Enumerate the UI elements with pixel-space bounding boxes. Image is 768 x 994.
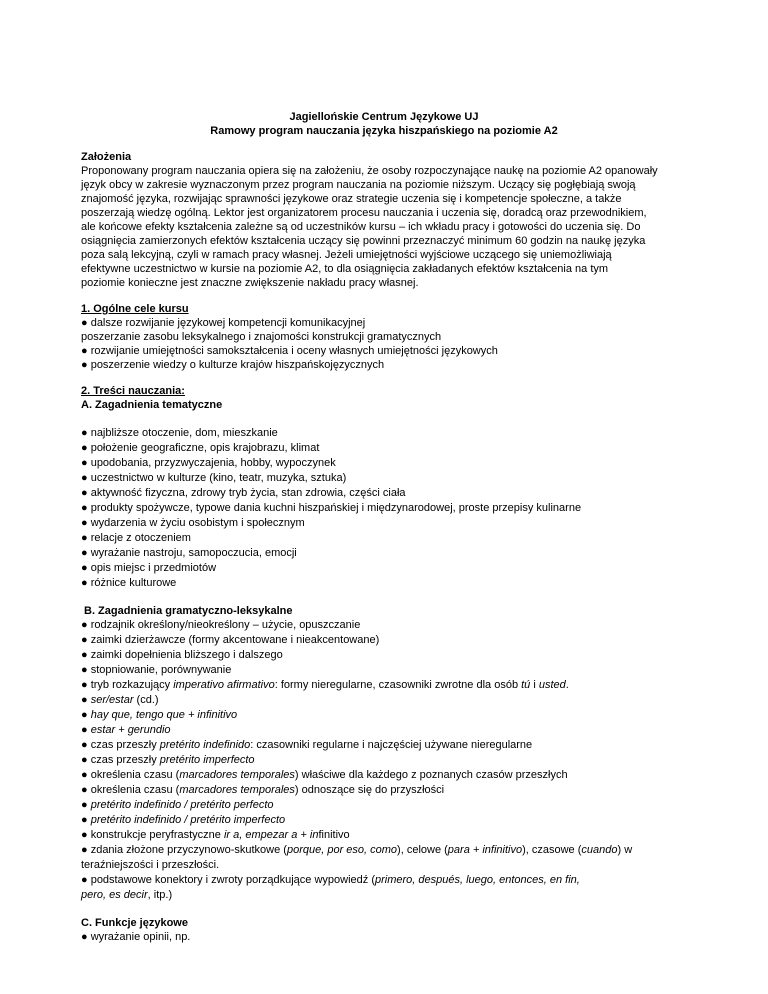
item-term: cuando (581, 844, 618, 856)
list-item: ● uczestnictwo w kulturze (kino, teatr, muzyka, sztuka) (81, 472, 347, 484)
item-text: finitivo (318, 829, 350, 841)
item-term: tú (521, 679, 531, 691)
item-term: imperativo afirmativo (173, 679, 275, 691)
list-item (81, 813, 285, 827)
item-text: ● konstrukcje peryfrastyczne (81, 829, 224, 841)
item-text: ), celowe ( (397, 844, 448, 856)
item-term: ser/estar (90, 694, 134, 706)
list-item (81, 843, 632, 857)
item-text: ● określenia czasu ( (81, 769, 180, 781)
list-item-continuation (81, 858, 219, 872)
item-term: pero, es decir (81, 889, 148, 901)
item-text: ) właściwe dla każdego z poznanych czasów przeszłych (294, 769, 568, 781)
item-text: ● zdania złożone przyczynowo-skutkowe ( (81, 844, 287, 856)
item-text: i (530, 679, 539, 691)
item-text: ● tryb rozkazujący (81, 679, 174, 691)
item-text: ● stopniowanie, porównywanie (81, 664, 232, 676)
list-item (81, 873, 580, 887)
list-item: ● różnice kulturowe (81, 577, 177, 589)
item-text: ● rodzajnik określony/nieokreślony – użycie, opuszczanie (81, 619, 361, 631)
item-text: ) odnoszące się do przyszłości (294, 784, 445, 796)
item-text: ● podstawowe konektory i zwroty porządkujące wypowiedź ( (81, 874, 375, 886)
item-term: pretérito indefinido (159, 739, 251, 751)
item-text: ● czas przeszły (81, 739, 160, 751)
item-text: ● zaimki dopełnienia bliższego i dalszego (81, 649, 283, 661)
list-item-continuation (81, 888, 172, 902)
item-text: ● (81, 724, 91, 736)
list-item: ● poszerzenie wiedzy o kulturze krajów hiszpańskojęzycznych (81, 359, 385, 371)
item-term: estar + gerundio (90, 724, 171, 736)
item-term: ir a, empezar a + in (223, 829, 319, 841)
list-item (81, 768, 568, 782)
item-text: teraźniejszości i przeszłości. (81, 859, 220, 871)
list-item: ● położenie geograficzne, opis krajobrazu, klimat (81, 442, 320, 454)
list-item: ● upodobania, przyzwyczajenia, hobby, wypoczynek (81, 457, 336, 469)
section-heading-tresci: 2. Treści nauczania: (81, 385, 185, 397)
paragraph-line: poziomie konieczne jest znaczne zwiększenie nakładu pracy własnej. (81, 277, 419, 289)
item-term: usted (538, 679, 566, 691)
paragraph-line: Proponowany program nauczania opiera się na założeniu, że osoby rozpoczynające naukę na poziomie A2 opanowały (81, 165, 658, 177)
list-item: ● produkty spożywcze, typowe dania kuchni hiszpańskiej i międzynarodowej, proste przepisy kulinarne (81, 502, 582, 514)
list-item (81, 663, 231, 677)
item-text: ● (81, 694, 91, 706)
item-text: : formy nieregularne, czasowniki zwrotne dla osób (274, 679, 522, 691)
list-item (81, 618, 360, 632)
list-item (81, 723, 171, 737)
list-item (81, 783, 444, 797)
institution-title: Jagiellońskie Centrum Językowe UJ (289, 111, 479, 123)
list-item (81, 828, 350, 842)
paragraph-line: osiągnięcia zamierzonych efektów kształcenia uczący się powinni przeznaczyć minimum 60 godzin na naukę języka (81, 235, 646, 247)
list-item: ● wyrażanie opinii, np. (81, 931, 191, 943)
list-item (81, 708, 237, 722)
item-text: ), czasowe ( (522, 844, 582, 856)
item-term: primero, después, luego, entonces, en fin, (375, 874, 580, 886)
section-heading-cele: 1. Ogólne cele kursu (81, 303, 189, 315)
list-item: ● rozwijanie umiejętności samokształcenia i oceny własnych umiejętności językowych (81, 345, 498, 357)
list-item: ● relacje z otoczeniem (81, 532, 191, 544)
list-item: ● aktywność fizyczna, zdrowy tryb życia, stan zdrowia, części ciała (81, 487, 406, 499)
list-item: ● wyrażanie nastroju, samopoczucia, emocji (81, 547, 297, 559)
subsection-heading-funkcje: C. Funkcje językowe (81, 917, 188, 929)
paragraph-line: poza salą lekcyjną, czyli w ramach pracy własnej. Jeżeli umiejętności wyjściowe uczącego się uniemożliwiają (81, 249, 612, 261)
section-heading-zalozenia: Założenia (81, 151, 132, 163)
item-text: ● (81, 709, 91, 721)
item-text: : czasowniki regularne i najczęściej używane nieregularne (250, 739, 533, 751)
item-term: hay que, tengo que + infinitivo (90, 709, 238, 721)
item-text: ) w (617, 844, 633, 856)
item-term: pretérito indefinido / pretérito perfecto (90, 799, 274, 811)
list-item: poszerzanie zasobu leksykalnego i znajomości konstrukcji gramatycznych (81, 331, 442, 343)
item-term: para + infinitivo (447, 844, 523, 856)
item-term: pretérito indefinido / pretérito imperfecto (90, 814, 286, 826)
paragraph-line: język obcy w zakresie wyznaczonym przez program nauczania na poziomie niższym. Uczący się pogłębiają swoją (81, 179, 636, 191)
item-text: ● (81, 814, 91, 826)
list-item: ● opis miejsc i przedmiotów (81, 562, 217, 574)
list-item: ● najbliższe otoczenie, dom, mieszkanie (81, 427, 278, 439)
item-term: marcadores temporales (179, 784, 295, 796)
list-item: ● wydarzenia w życiu osobistym i społecznym (81, 517, 305, 529)
paragraph-line: poszerzają wiedzę ogólną. Lektor jest organizatorem procesu nauczania i uczenia się, doradcą oraz przewodnikiem, (81, 207, 647, 219)
item-text: ● czas przeszły (81, 754, 160, 766)
item-text: ● określenia czasu ( (81, 784, 180, 796)
list-item (81, 693, 159, 707)
paragraph-line: efektywne uczestnictwo w kursie na poziomie A2, to dla osiągnięcia zakładanych efektów kształcenia na tym (81, 263, 609, 275)
subsection-heading-gramatyczne: B. Zagadnienia gramatyczno-leksykalne (84, 605, 293, 617)
paragraph-line: znajomość języka, rozwijając sprawności językowe oraz strategie uczenia się i kompetencje społeczne, a także (81, 193, 622, 205)
list-item (81, 678, 569, 692)
list-item (81, 738, 532, 752)
program-title: Ramowy program nauczania języka hiszpańskiego na poziomie A2 (210, 125, 558, 137)
item-text: , itp.) (147, 889, 173, 901)
list-item (81, 633, 379, 647)
subsection-heading-tematyczne: A. Zagadnienia tematyczne (81, 399, 223, 411)
list-item (81, 753, 255, 767)
list-item (81, 648, 283, 662)
item-text: ● zaimki dzierżawcze (formy akcentowane i nieakcentowane) (81, 634, 380, 646)
list-item: ● dalsze rozwijanie językowej kompetencji komunikacyjnej (81, 317, 366, 329)
item-text: ● (81, 799, 91, 811)
item-term: pretérito imperfecto (159, 754, 255, 766)
item-term: marcadores temporales (179, 769, 295, 781)
list-item (81, 798, 274, 812)
item-text: (cd.) (133, 694, 159, 706)
item-term: porque, por eso, como (286, 844, 398, 856)
item-text: . (565, 679, 569, 691)
paragraph-line: ale końcowe efekty kształcenia zależne są od uczestników kursu – ich wkładu pracy i gotowości do uczenia się. Do (81, 221, 641, 233)
